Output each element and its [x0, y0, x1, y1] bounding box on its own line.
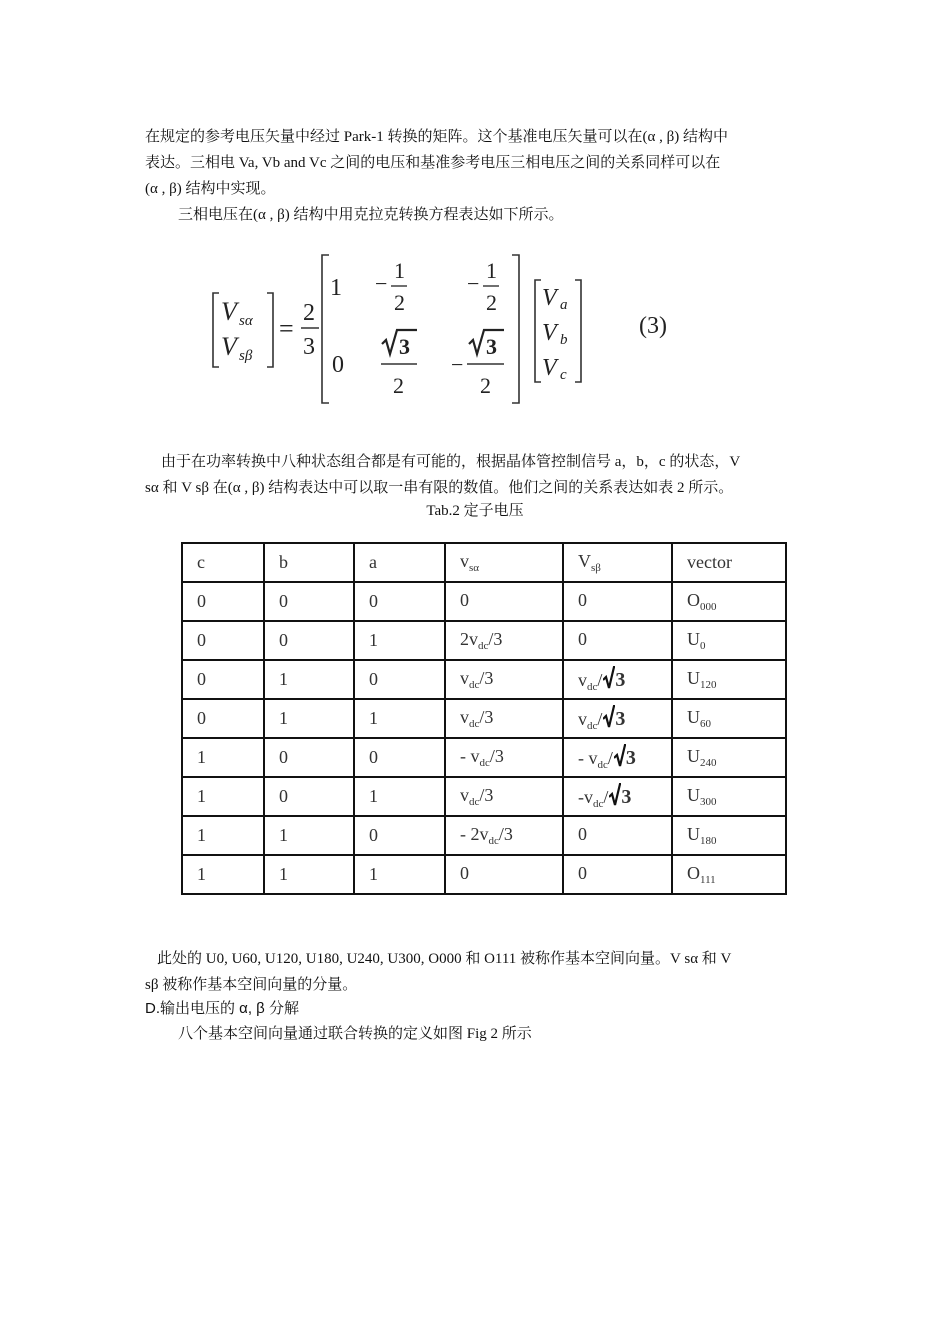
- cell-c: 0: [182, 582, 264, 621]
- cell-vector: $U_{120}$: [672, 660, 786, 699]
- cell-vector: $U_{300}$: [672, 777, 786, 816]
- sqrt-icon: [603, 705, 615, 729]
- cell-a: 0: [354, 660, 445, 699]
- paragraph-basic-vectors: [145, 946, 810, 998]
- coef-numerator: 2: [303, 300, 315, 326]
- header-a: a: [354, 543, 445, 582]
- cell-vector: $O_{000}$: [672, 582, 786, 621]
- cell-vs-beta: 0: [563, 621, 672, 660]
- table-row: [182, 621, 786, 660]
- cell-vs-alpha: $v_{dc}/3$: [445, 699, 563, 738]
- paragraph-states: [145, 449, 810, 501]
- table-row: [182, 777, 786, 816]
- m23-root: 3: [486, 334, 497, 359]
- lhs-v-alpha: V: [221, 297, 237, 326]
- cell-a: 1: [354, 777, 445, 816]
- cell-a: 0: [354, 738, 445, 777]
- table-row: [182, 738, 786, 777]
- cell-vs-alpha: 0: [445, 582, 563, 621]
- equation-number: (3): [639, 313, 667, 339]
- table-row: [182, 582, 786, 621]
- cell-c: 0: [182, 660, 264, 699]
- m22-den: 2: [393, 373, 404, 398]
- m13-num: 1: [486, 258, 497, 283]
- cell-b: 0: [264, 738, 354, 777]
- cell-vector: $U_{180}$: [672, 816, 786, 855]
- cell-vs-alpha: - $v_{dc}/3$: [445, 738, 563, 777]
- text-line: sβ 被称作基本空间向量的分量。: [145, 977, 358, 993]
- rhs-vc-sub: c: [560, 367, 567, 383]
- table-row: [182, 660, 786, 699]
- cell-b: 0: [264, 582, 354, 621]
- clarke-transform-formula: [205, 250, 685, 410]
- cell-vs-beta: $v_{dc}/$ 3: [563, 699, 672, 738]
- rhs-vb: V: [542, 320, 557, 346]
- m22-root: 3: [399, 334, 410, 359]
- m23-sign: −: [451, 352, 464, 377]
- m12-num: 1: [394, 258, 405, 283]
- cell-b: 0: [264, 777, 354, 816]
- header-c: c: [182, 543, 264, 582]
- cell-vs-beta: 0: [563, 816, 672, 855]
- m23-den: 2: [480, 373, 491, 398]
- cell-a: 0: [354, 582, 445, 621]
- stator-voltage-table: [181, 542, 787, 895]
- header-vs-beta: $V_{s\beta}$: [563, 543, 672, 582]
- table-row: [182, 855, 786, 894]
- cell-vs-beta: - $v_{dc}/$ 3: [563, 738, 672, 777]
- text-line: 在规定的参考电压矢量中经过 Park-1 转换的矩阵。这个基准电压矢量可以在(α , β) 结构中: [145, 129, 728, 145]
- lhs-sub-beta: sβ: [239, 348, 253, 364]
- text-line: 表达。三相电 Va, Vb and Vc 之间的电压和基准参考电压三相电压之间的关系同样可以在: [145, 155, 721, 171]
- cell-vs-beta: 0: [563, 582, 672, 621]
- m13-sign: −: [467, 271, 480, 296]
- cell-vs-beta: $v_{dc}/$ 3: [563, 660, 672, 699]
- table-header-row: [182, 543, 786, 582]
- cell-vs-alpha: $v_{dc}/3$: [445, 777, 563, 816]
- header-b: b: [264, 543, 354, 582]
- cell-c: 0: [182, 699, 264, 738]
- lhs-v-beta: V: [221, 332, 237, 361]
- cell-vs-alpha: $v_{dc}/3$: [445, 660, 563, 699]
- cell-b: 1: [264, 699, 354, 738]
- rhs-vc: V: [542, 355, 557, 381]
- equals-sign: =: [279, 314, 294, 343]
- cell-a: 0: [354, 816, 445, 855]
- m11: 1: [330, 275, 342, 301]
- paragraph-fig-ref: 八个基本空间向量通过联合转换的定义如图 Fig 2 所示: [178, 1026, 532, 1042]
- cell-vs-beta: $-v_{dc}/$ 3: [563, 777, 672, 816]
- cell-c: 1: [182, 777, 264, 816]
- text-line: 由于在功率转换中八种状态组合都是有可能的，根据晶体管控制信号 a，b，c 的状态，V: [161, 454, 741, 470]
- cell-b: 0: [264, 621, 354, 660]
- paragraph-clarke-intro: 三相电压在(α , β) 结构中用克拉克转换方程表达如下所示。: [178, 207, 564, 223]
- cell-c: 1: [182, 738, 264, 777]
- m12-sign: −: [375, 271, 388, 296]
- table-caption: Tab.2 定子电压: [426, 503, 524, 519]
- table-row: [182, 699, 786, 738]
- cell-vs-alpha: 0: [445, 855, 563, 894]
- table-row: [182, 816, 786, 855]
- cell-vs-beta: 0: [563, 855, 672, 894]
- m12-den: 2: [394, 290, 405, 315]
- header-vs-alpha: $v_{s\alpha}$: [445, 543, 563, 582]
- cell-c: 1: [182, 816, 264, 855]
- cell-a: 1: [354, 855, 445, 894]
- section-heading: D.输出电压的 α, β 分解: [145, 1000, 299, 1017]
- lhs-sub-alpha: sα: [239, 313, 253, 329]
- rhs-vb-sub: b: [560, 332, 568, 348]
- coef-denominator: 3: [303, 334, 315, 360]
- cell-c: 1: [182, 855, 264, 894]
- cell-vector: $U_0$: [672, 621, 786, 660]
- cell-vector: $U_{240}$: [672, 738, 786, 777]
- paragraph-intro: [145, 124, 810, 202]
- cell-vector: $O_{111}$: [672, 855, 786, 894]
- text-line: sα 和 V sβ 在(α , β) 结构表达中可以取一串有限的数值。他们之间的关系表达如表 2 所示。: [145, 480, 734, 496]
- m13-den: 2: [486, 290, 497, 315]
- sqrt-icon: [603, 666, 615, 690]
- text-line: 此处的 U0, U60, U120, U180, U240, U300, O000 和 O111 被称作基本空间向量。V sα 和 V: [157, 951, 732, 967]
- cell-b: 1: [264, 855, 354, 894]
- sqrt-icon: [609, 783, 621, 807]
- text-line: (α , β) 结构中实现。: [145, 181, 276, 197]
- rhs-va: V: [542, 285, 557, 311]
- cell-b: 1: [264, 660, 354, 699]
- cell-c: 0: [182, 621, 264, 660]
- cell-a: 1: [354, 621, 445, 660]
- m21: 0: [332, 352, 344, 378]
- rhs-va-sub: a: [560, 297, 568, 313]
- cell-a: 1: [354, 699, 445, 738]
- header-vector: vector: [672, 543, 786, 582]
- sqrt-icon: [614, 744, 626, 768]
- cell-vector: $U_{60}$: [672, 699, 786, 738]
- cell-b: 1: [264, 816, 354, 855]
- cell-vs-alpha: $2v_{dc}/3$: [445, 621, 563, 660]
- cell-vs-alpha: - $2v_{dc}/3$: [445, 816, 563, 855]
